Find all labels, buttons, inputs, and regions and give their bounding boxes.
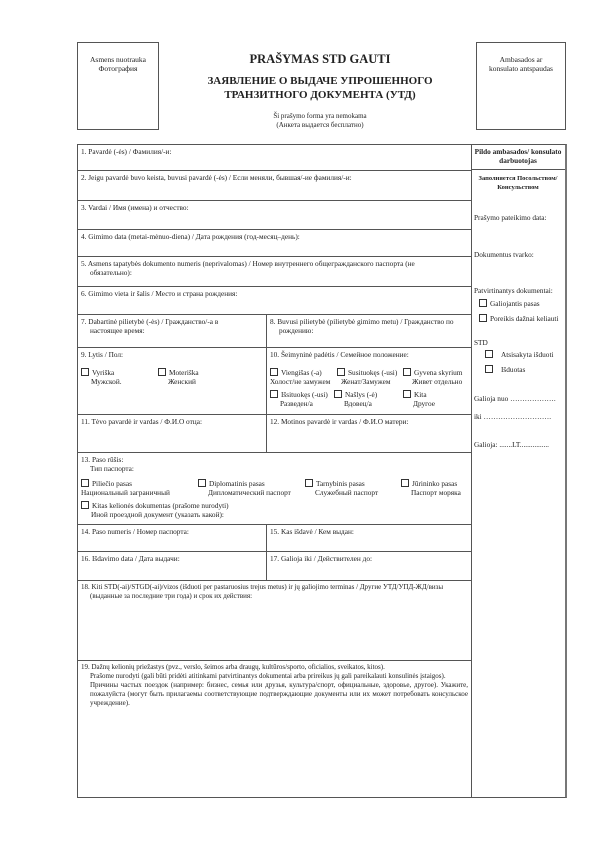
option-ru: Женат/Замужем [341, 377, 391, 386]
field-father-name[interactable] [77, 414, 267, 453]
field-label: 8. Buvusi pilietybė (pilietybė gimimo metu) / Гражданство по [270, 317, 454, 326]
field-label-lt: Prašome nurodyti (gali būti pridėti atitinkami patvirtinantys dokumentai arba prireikus jų gali pareikalauti konsulinės įstaigos). [90, 672, 446, 680]
field-mother-name[interactable] [266, 414, 472, 453]
sex-option-male[interactable] [81, 368, 122, 386]
field-label: 6. Gimimo vieta ir šalis / Место и страна рождения: [81, 289, 238, 298]
std-option-refused[interactable] [485, 350, 554, 359]
option-ru: Паспорт моряка [411, 488, 461, 497]
option-ru: Иной проездной документ (указать какой): [91, 510, 224, 519]
option-lt: Susituokęs (-usi) [348, 368, 398, 377]
option-ru: Национальный заграничный [81, 488, 170, 497]
office-use-column [471, 144, 567, 798]
option-lt: Našlys (-ė) [345, 390, 378, 399]
photo-box[interactable] [77, 42, 159, 130]
field-sex [77, 347, 267, 415]
field-label: 1. Pavardė (-ės) / Фамилия/-и: [81, 147, 172, 156]
title-ru [160, 74, 480, 102]
checkbox[interactable] [270, 368, 278, 376]
checkbox[interactable] [485, 365, 493, 373]
field-issue-date[interactable] [77, 551, 267, 581]
option-lt: Piliečio pasas [92, 479, 132, 488]
checkbox[interactable] [158, 368, 166, 376]
field-passport-type [77, 452, 472, 525]
field-label: 19. Dažnų kelionių priežastys (pvz., verslo, šeimos arba draugų, kultūros/sporto, oficialios, sveikatos, kitos). [81, 663, 385, 671]
handler-label: Dokumentus tvarko: [474, 250, 534, 259]
passport-option-service[interactable] [305, 479, 378, 497]
option-ru: Другое [413, 399, 435, 408]
checkbox[interactable] [485, 350, 493, 358]
doc-option-frequent-travel[interactable] [479, 314, 559, 323]
checkbox[interactable] [403, 368, 411, 376]
option-lt: Moteriška [169, 368, 199, 377]
field-previous-documents[interactable] [77, 580, 472, 661]
passport-option-seaman[interactable] [401, 479, 461, 497]
checkbox[interactable] [81, 501, 89, 509]
valid-to: iki ………………………. [474, 412, 552, 421]
title-ru-line2: ТРАНЗИТНОГО ДОКУМЕНТА (УТД) [224, 89, 416, 101]
checkbox[interactable] [479, 299, 487, 307]
checkbox[interactable] [337, 368, 345, 376]
field-surname[interactable] [77, 144, 472, 171]
field-birth-place[interactable] [77, 286, 472, 315]
marital-option-other[interactable] [403, 390, 435, 408]
option-ru: Служебный паспорт [315, 488, 379, 497]
option-label: Atsisakyta išduoti [501, 350, 554, 359]
office-header: Pildo ambasados/ konsulato darbuotojas [471, 145, 565, 170]
field-label-cont: обязательно): [90, 268, 132, 277]
photo-label-ru: Фотография [98, 64, 138, 73]
field-valid-until[interactable] [266, 551, 472, 581]
field-label-cont: настоящее время: [90, 326, 145, 335]
option-lt: Tarnybinis pasas [316, 479, 365, 488]
option-lt: Gyvena skyrium [414, 368, 463, 377]
marital-option-widowed[interactable] [334, 390, 377, 408]
stamp-label-2: konsulato antspaudas [489, 64, 553, 73]
field-label: 17. Galioja iki / Действителен до: [270, 554, 373, 563]
field-label: 2. Jeigu pavardė buvo keista, buvusi pavardė (-ės) / Если меняли, бывшая/-ие фамилия/-и: [81, 173, 352, 182]
doc-option-passport[interactable] [479, 299, 540, 308]
marital-option-divorced[interactable] [270, 390, 328, 408]
field-former-surname[interactable] [77, 170, 472, 201]
option-ru: Женский [168, 377, 196, 386]
option-lt: Vyriška [92, 368, 115, 377]
option-label: Galiojantis pasas [490, 299, 540, 308]
passport-option-citizen[interactable] [81, 479, 170, 497]
field-label: 15. Kas išdavė / Кем выдан: [270, 527, 354, 536]
field-label: 10. Šeimyninė padėtis / Семейное положение: [270, 350, 409, 359]
field-label: 12. Motinos pavardė ir vardas / Ф.И.О матери: [270, 417, 409, 426]
title-ru-line1: ЗАЯВЛЕНИЕ О ВЫДАЧЕ УПРОШЕННОГО [207, 75, 433, 87]
free-notice-lt: Ši prašymo forma yra nemokama [273, 112, 367, 120]
field-label: 18. Kiti STD(-ai)/STGD(-ai)/vizos (išduoti per pastaruosius trejus metus) ir jų galiojimo terminas / Другие УТД/УПД-ЖД/визы [81, 583, 444, 591]
title-lt: PRAŠYMAS STD GAUTI [249, 52, 391, 66]
option-ru: Холост/не замужем [270, 377, 331, 386]
passport-option-other[interactable] [81, 501, 229, 519]
option-label: Poreikis dažnai keliauti [490, 314, 559, 323]
checkbox[interactable] [270, 390, 278, 398]
field-birth-date[interactable] [77, 229, 472, 257]
field-label: 14. Paso numeris / Номер паспорта: [81, 527, 189, 536]
field-label: 4. Gimimo data (metai-mėnuo-diena) / Дата рождения (год-месяц–день): [81, 232, 300, 241]
field-passport-number[interactable] [77, 524, 267, 552]
option-ru: Живет отдельно [412, 377, 463, 386]
valid-days: Galioja: .......LT................ [474, 440, 549, 449]
field-label-cont: (выданные за последние три года) и срок их действия: [90, 592, 253, 600]
checkbox[interactable] [334, 390, 342, 398]
field-marital-status [266, 347, 472, 415]
field-travel-reasons[interactable] [77, 660, 472, 798]
checkbox[interactable] [401, 479, 409, 487]
field-label-cont: рождению: [279, 326, 314, 335]
option-lt: Kitas kelionės dokumentas (prašome nurodyti) [92, 501, 229, 510]
free-notice-ru: (Анкета выдается бесплатно) [276, 121, 364, 129]
field-former-citizenship[interactable] [266, 314, 472, 348]
sex-option-female[interactable] [158, 368, 199, 386]
office-header-ru: Заполняется Посольством/ Консульством [478, 175, 558, 191]
field-label: 7. Dabartinė pilietybė (-ės) / Гражданство/-а в [81, 317, 219, 326]
option-ru: Вдовец/а [344, 399, 372, 408]
field-names[interactable] [77, 200, 472, 230]
option-ru: Мужской. [91, 377, 122, 386]
field-label: 16. Išdavimo data / Дата выдачи: [81, 554, 180, 563]
option-lt: Diplomatinis pasas [209, 479, 265, 488]
option-ru: Разведен/а [280, 399, 313, 408]
stamp-box [476, 42, 566, 130]
checkbox[interactable] [81, 368, 89, 376]
field-label: 3. Vardai / Имя (имена) и отчество: [81, 203, 189, 212]
photo-label-lt: Asmens nuotrauka [89, 55, 147, 64]
option-lt: Jūrininko pasas [412, 479, 458, 488]
field-id-number[interactable] [77, 256, 472, 287]
std-label: STD [474, 338, 488, 347]
valid-from: Galioja nuo ………………. [474, 394, 556, 403]
field-issued-by[interactable] [266, 524, 472, 552]
documents-label: Patvirtinantys dokumentai: [474, 286, 553, 295]
checkbox[interactable] [403, 390, 411, 398]
field-citizenship[interactable] [77, 314, 267, 348]
passport-option-diplomatic[interactable] [198, 479, 291, 497]
checkbox[interactable] [305, 479, 313, 487]
checkbox[interactable] [81, 479, 89, 487]
field-label-ru: Причины частых поездок (например: бизнес, семья или друзья, культура/спорт, официальные, здоровье, другое). Укажите, пожалуйста (могут быть прилагаемы соответствующие подтверждающие документы или их может потребовать консульское учреждение). [90, 681, 468, 707]
field-label: 13. Paso rūšis: [81, 455, 124, 464]
marital-option-separated[interactable] [403, 368, 462, 386]
field-label-ru: Тип паспорта: [90, 464, 134, 473]
submission-date-label: Prašymo pateikimo data: [474, 213, 547, 222]
option-lt: Išsituokęs (-usi) [281, 390, 328, 399]
free-notice [170, 112, 470, 130]
field-label: 11. Tėvo pavardė ir vardas / Ф.И.О отца: [81, 417, 202, 426]
marital-option-married[interactable] [337, 368, 397, 386]
checkbox[interactable] [479, 314, 487, 322]
stamp-label-1: Ambasados ar [499, 55, 543, 64]
std-option-issued[interactable] [485, 365, 525, 374]
option-lt: Kita [414, 390, 427, 399]
checkbox[interactable] [198, 479, 206, 487]
option-label: Išduotas [501, 365, 526, 374]
marital-option-single[interactable] [270, 368, 330, 386]
option-ru: Дипломатический паспорт [208, 488, 291, 497]
field-label: 9. Lytis / Пол: [81, 350, 124, 359]
field-label: 5. Asmens tapatybės dokumento numeris (neprivalomas) / Номер внутреннего общегражданского паспорта (не [81, 259, 415, 268]
option-lt: Viengišas (-a) [281, 368, 322, 377]
